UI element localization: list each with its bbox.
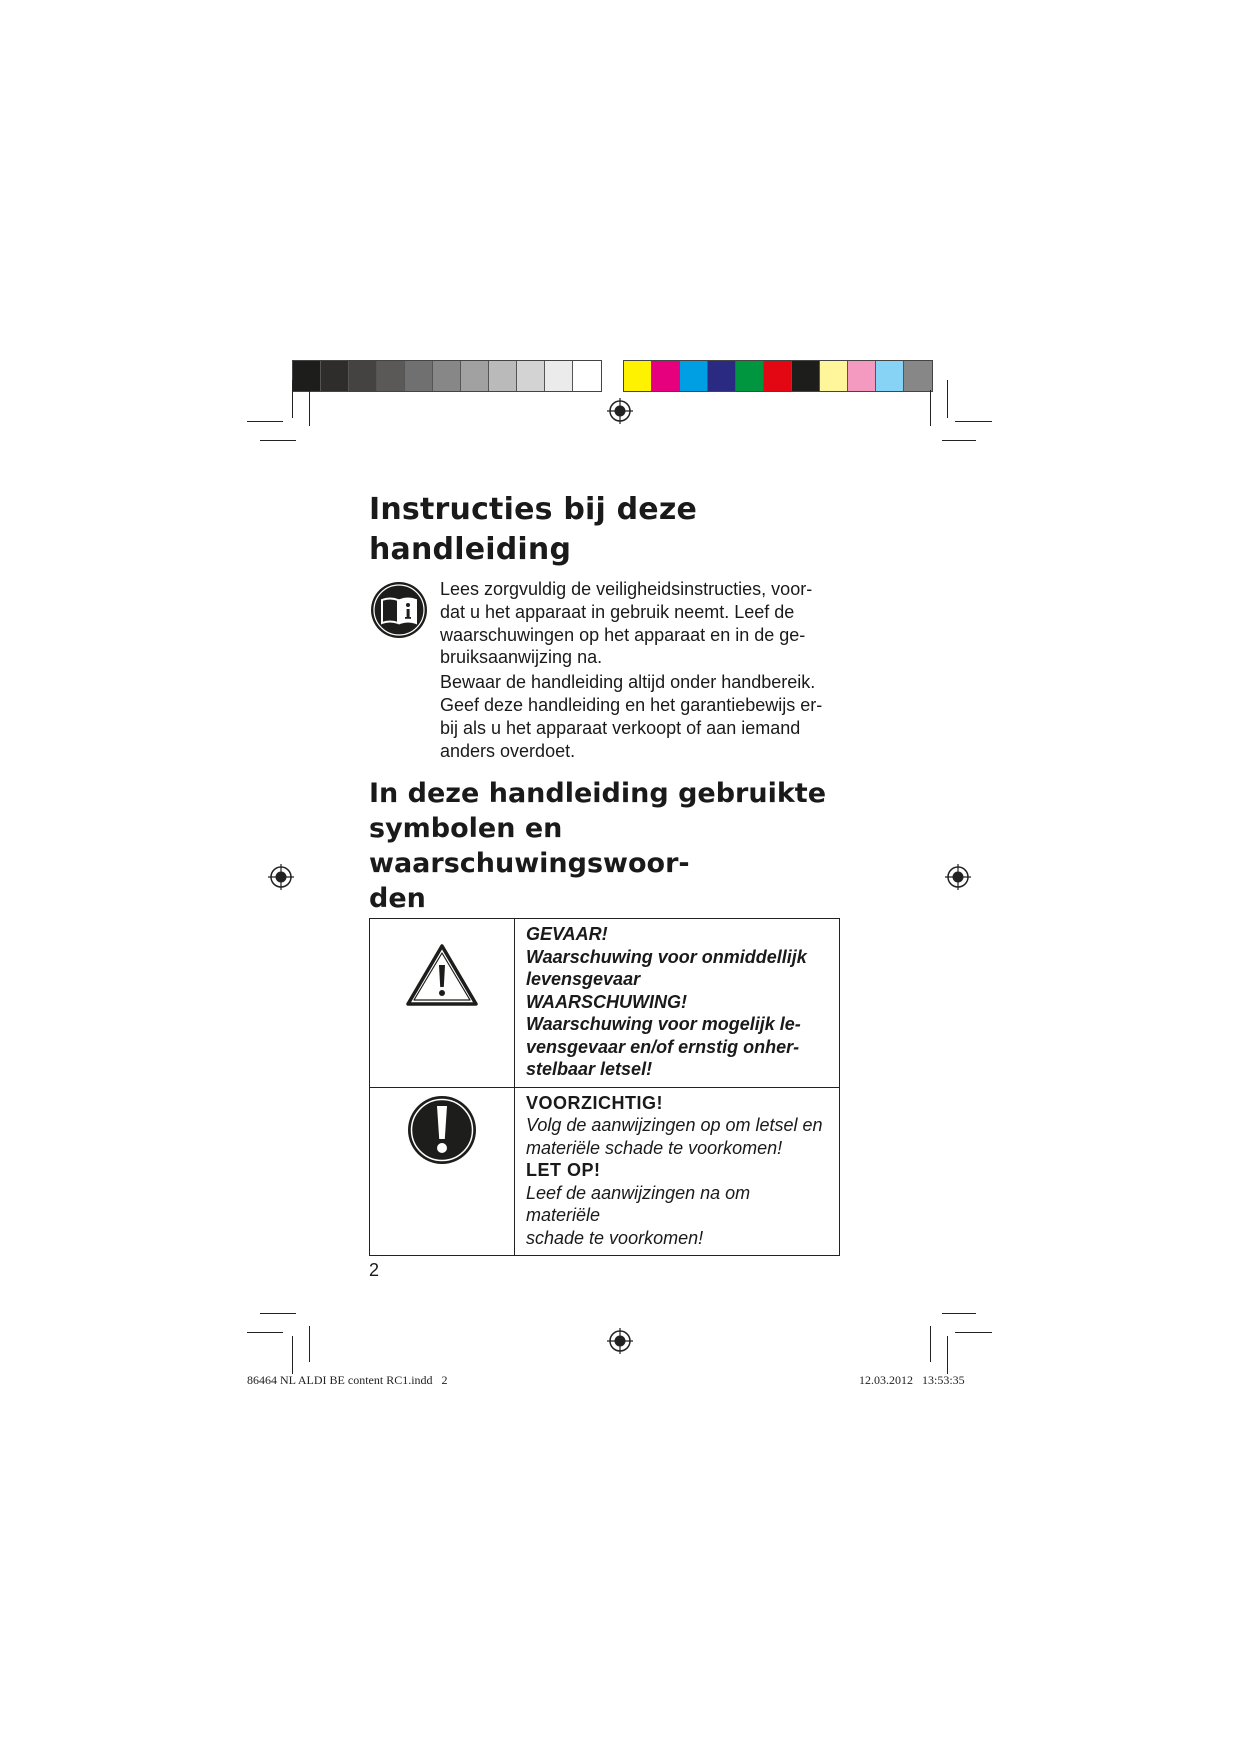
text-line: Leef de aanwijzingen na om materiële <box>526 1182 751 1226</box>
intro-paragraph <box>440 671 839 762</box>
text-line: Lees zorgvuldig de veiligheidsinstructies, voor- <box>440 579 813 599</box>
color-bar-colors <box>623 360 933 392</box>
slug-filename: 86464 NL ALDI BE content RC1.indd 2 <box>247 1373 448 1387</box>
exclamation-circle-icon <box>406 1094 478 1166</box>
crop-mark <box>260 1313 296 1314</box>
text-line: bruiksaanwijzing na. <box>440 647 603 668</box>
crop-mark <box>292 1336 293 1374</box>
crop-mark <box>309 1326 310 1362</box>
heading-line: den <box>369 883 426 915</box>
warning-triangle-icon <box>405 942 479 1008</box>
text-line: vensgevaar en/of ernstig onher- <box>526 1036 800 1057</box>
color-swatch <box>764 361 792 391</box>
text-line: waarschuwingen op het apparaat en in de ge- <box>440 624 806 645</box>
color-swatch <box>293 361 321 391</box>
text-line: Geef deze handleiding en het garantiebewijs er- <box>440 694 823 715</box>
crop-mark <box>955 421 992 422</box>
icon-cell <box>370 919 515 1088</box>
registration-mark-icon <box>607 1328 633 1354</box>
section-heading-symbols <box>369 776 839 916</box>
intro-block <box>369 578 839 762</box>
text-line: Waarschuwing voor onmiddellijk <box>526 946 807 967</box>
signal-word-caution: VOORZICHTIG! <box>526 1092 663 1113</box>
registration-mark-icon <box>945 864 971 890</box>
signal-word-warning: WAARSCHUWING! <box>526 991 687 1012</box>
intro-text <box>440 578 839 762</box>
info-book-icon <box>369 580 429 640</box>
crop-mark <box>247 1332 283 1333</box>
crop-mark <box>930 390 931 426</box>
color-swatch <box>433 361 461 391</box>
text-cell <box>515 919 840 1088</box>
slug-timestamp: 12.03.2012 13:53:35 <box>859 1373 965 1387</box>
heading-line: handleiding <box>369 532 572 567</box>
text-line: levensgevaar <box>526 969 641 990</box>
text-line: Volg de aanwijzingen op om letsel en <box>526 1115 823 1136</box>
text-line: anders overdoet. <box>440 740 576 761</box>
color-swatch <box>489 361 517 391</box>
crop-mark <box>930 1326 931 1362</box>
table-row <box>370 919 840 1088</box>
crop-mark <box>955 1332 992 1333</box>
color-swatch <box>624 361 652 391</box>
crop-mark <box>260 440 296 441</box>
text-line: Bewaar de handleiding altijd onder handbereik. <box>440 672 816 693</box>
table-row <box>370 1087 840 1256</box>
section-heading-instructions <box>369 490 839 570</box>
text-line: dat u het apparaat in gebruik neemt. Leef de <box>440 601 795 622</box>
text-line: materiële schade te voorkomen! <box>526 1137 783 1158</box>
crop-mark <box>247 421 283 422</box>
heading-line: symbolen en waarschuwingswoor- <box>369 813 690 880</box>
crop-mark <box>947 1336 948 1374</box>
color-swatch <box>349 361 377 391</box>
heading-line: In deze handleiding gebruikte <box>369 778 827 810</box>
color-swatch <box>904 361 932 391</box>
icon-cell <box>370 1087 515 1256</box>
registration-mark-icon <box>607 398 633 424</box>
crop-mark <box>942 440 976 441</box>
intro-paragraph <box>440 578 839 669</box>
crop-mark <box>292 380 293 418</box>
color-swatch <box>461 361 489 391</box>
color-swatch <box>545 361 573 391</box>
text-line: stelbaar letsel! <box>526 1059 653 1080</box>
signal-word-danger: GEVAAR! <box>526 924 608 945</box>
color-swatch <box>321 361 349 391</box>
registration-mark-icon <box>268 864 294 890</box>
page-number: 2 <box>369 1260 380 1280</box>
color-swatch <box>405 361 433 391</box>
page-content <box>369 490 839 1256</box>
symbols-table <box>369 918 840 1256</box>
color-swatch <box>708 361 736 391</box>
text-line: Waarschuwing voor mogelijk le- <box>526 1014 801 1035</box>
color-swatch <box>820 361 848 391</box>
color-swatch <box>876 361 904 391</box>
crop-mark <box>947 380 948 418</box>
color-swatch <box>792 361 820 391</box>
signal-word-notice: LET OP! <box>526 1160 601 1181</box>
text-line: schade te voorkomen! <box>526 1227 704 1248</box>
color-bar-grays <box>292 360 602 392</box>
color-swatch <box>377 361 405 391</box>
color-swatch <box>517 361 545 391</box>
color-swatch <box>680 361 708 391</box>
text-cell <box>515 1087 840 1256</box>
crop-mark <box>942 1313 976 1314</box>
color-swatch <box>573 361 601 391</box>
color-swatch <box>736 361 764 391</box>
text-line: bij als u het apparaat verkoopt of aan iemand <box>440 717 801 738</box>
color-swatch <box>652 361 680 391</box>
color-swatch <box>848 361 876 391</box>
crop-mark <box>309 390 310 426</box>
heading-line: Instructies bij deze <box>369 492 698 527</box>
